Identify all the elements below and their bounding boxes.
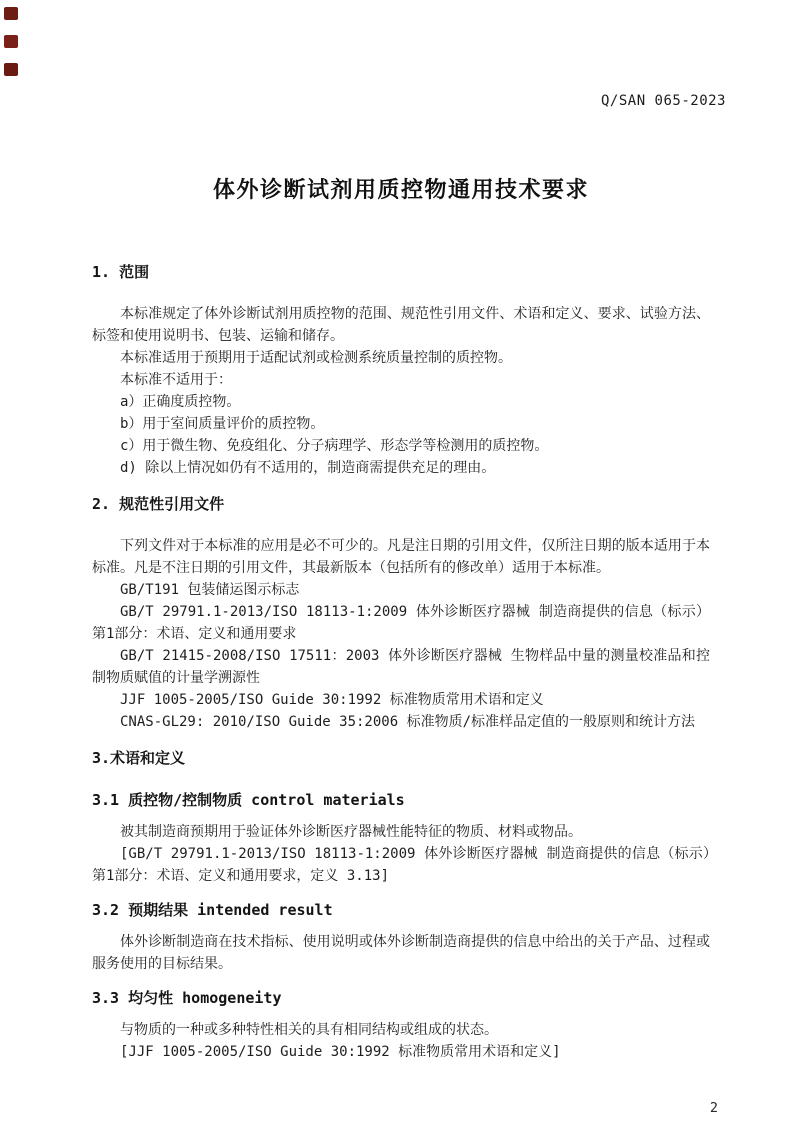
scan-binding-mark — [4, 63, 18, 76]
reference-item: GB/T 21415-2008/ISO 17511：2003 体外诊断医疗器械 生物样品中量的测量校准品和控制物质赋值的计量学溯源性 — [92, 648, 710, 686]
reference-item: GB/T 29791.1-2013/ISO 18113-1:2009 体外诊断医疗器械 制造商提供的信息（标示）第1部分：术语、定义和通用要求 — [92, 604, 710, 642]
term-3-2-heading: 3.2 预期结果 intended result — [92, 901, 333, 919]
paragraph: 下列文件对于本标准的应用是必不可少的。凡是注日期的引用文件，仅所注日期的版本适用于本标准。凡是不注日期的引用文件，其最新版本（包括所有的修改单）适用于本标准。 — [92, 538, 710, 576]
scan-binding-mark — [4, 35, 18, 48]
paragraph: 体外诊断制造商在技术指标、使用说明或体外诊断制造商提供的信息中给出的关于产品、过程或服务使用的目标结果。 — [92, 934, 710, 972]
list-item-b: b）用于室间质量评价的质控物。 — [120, 416, 325, 432]
section-2-heading: 2. 规范性引用文件 — [92, 495, 225, 513]
paragraph: [JJF 1005-2005/ISO Guide 30:1992 标准物质常用术语和定义] — [120, 1044, 561, 1060]
list-item-d: d) 除以上情况如仍有不适用的，制造商需提供充足的理由。 — [120, 460, 496, 476]
page-number: 2 — [709, 1100, 718, 1116]
list-item-a: a）正确度质控物。 — [120, 394, 241, 410]
document-number: Q/SAN 065-2023 — [600, 93, 726, 109]
paragraph: 本标准不适用于： — [120, 372, 232, 388]
scan-binding-mark — [4, 7, 18, 20]
section-3-heading: 3.术语和定义 — [92, 749, 186, 767]
reference-item: CNAS-GL29: 2010/ISO Guide 35:2006 标准物质/标准样品定值的一般原则和统计方法 — [120, 714, 696, 730]
term-3-3-heading: 3.3 均匀性 homogeneity — [92, 989, 282, 1007]
reference-item: JJF 1005-2005/ISO Guide 30:1992 标准物质常用术语和定义 — [120, 692, 544, 708]
reference-item: GB/T191 包装储运图示标志 — [120, 582, 300, 598]
document-title: 体外诊断试剂用质控物通用技术要求 — [212, 178, 589, 203]
term-3-1-heading: 3.1 质控物/控制物质 control materials — [92, 791, 405, 809]
section-1-heading: 1. 范围 — [92, 263, 150, 281]
paragraph: 本标准规定了体外诊断试剂用质控物的范围、规范性引用文件、术语和定义、要求、试验方法、标签和使用说明书、包装、运输和储存。 — [92, 306, 710, 344]
section-terms-definitions — [92, 747, 710, 1063]
paragraph: 与物质的一种或多种特性相关的具有相同结构或组成的状态。 — [120, 1022, 498, 1038]
paragraph: 被其制造商预期用于验证体外诊断医疗器械性能特征的物质、材料或物品。 — [120, 824, 582, 840]
section-normative-references — [92, 493, 710, 733]
paragraph: 本标准适用于预期用于适配试剂或检测系统质量控制的质控物。 — [120, 350, 512, 366]
list-item-c: c）用于微生物、免疫组化、分子病理学、形态学等检测用的质控物。 — [120, 438, 549, 454]
section-scope — [92, 261, 710, 479]
paragraph: [GB/T 29791.1-2013/ISO 18113-1:2009 体外诊断医疗器械 制造商提供的信息（标示）第1部分：术语、定义和通用要求，定义 3.13] — [92, 846, 710, 884]
